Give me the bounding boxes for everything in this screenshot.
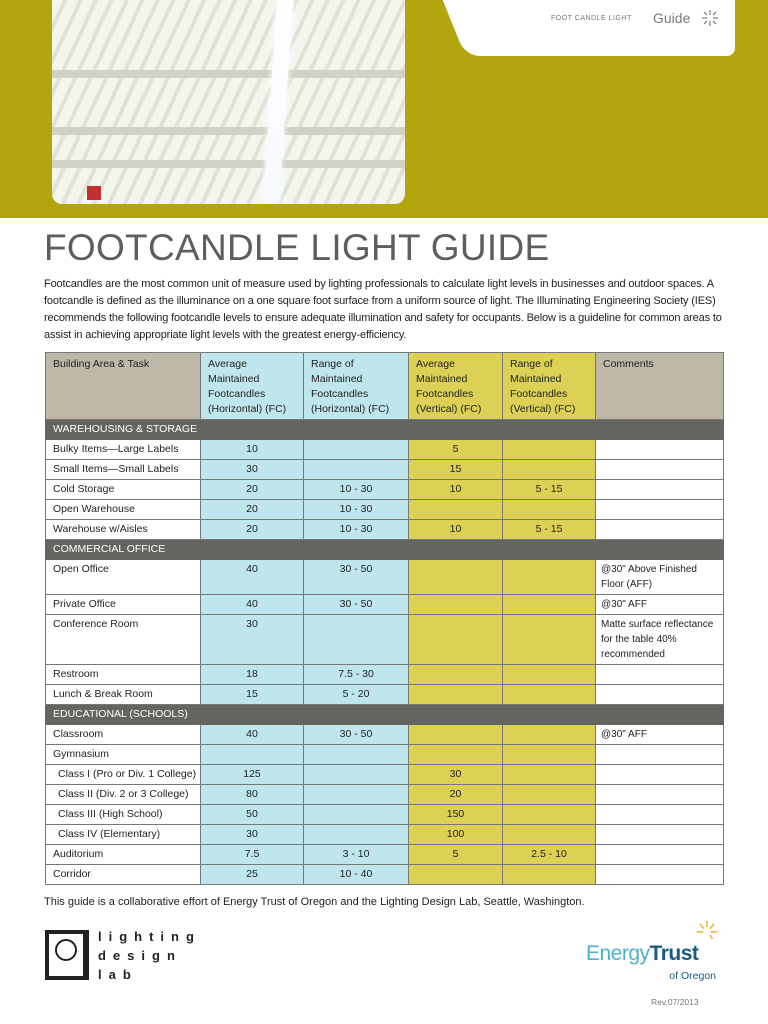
cell-avg-horizontal: 50 [201,805,304,825]
cell-area: Open Office [46,560,201,595]
energy-trust-logo [586,920,726,986]
cell-range-vertical: 5 - 15 [503,480,596,500]
cell-avg-vertical [409,560,503,595]
table-row [46,685,724,705]
section-label: WAREHOUSING & STORAGE [46,420,724,440]
cell-range-horizontal [304,785,409,805]
cell-comments: @30" AFF [596,725,724,745]
table-row [46,500,724,520]
cell-range-vertical [503,725,596,745]
cell-avg-vertical: 10 [409,480,503,500]
cell-comments [596,500,724,520]
cell-range-vertical [503,745,596,765]
cell-range-horizontal [304,825,409,845]
cell-range-horizontal: 10 - 30 [304,500,409,520]
cell-avg-vertical [409,745,503,765]
cell-range-vertical [503,805,596,825]
cell-avg-horizontal: 20 [201,520,304,540]
cell-comments [596,685,724,705]
cell-range-horizontal: 30 - 50 [304,595,409,615]
cell-avg-horizontal: 80 [201,785,304,805]
cell-range-vertical [503,865,596,885]
et-energy: Energy [586,942,650,965]
col-header-avg-vertical: Average Maintained Footcandles (Vertical) (FC) [409,353,503,420]
cell-avg-horizontal: 30 [201,825,304,845]
cell-range-horizontal: 5 - 20 [304,685,409,705]
cell-comments: @30" AFF [596,595,724,615]
cell-area: Conference Room [46,615,201,665]
table-row [46,560,724,595]
cell-area: Gymnasium [46,745,201,765]
table-row [46,745,724,765]
et-of-oregon: of Oregon [669,970,716,982]
revision-label: Rev.07/2013 [651,997,699,1007]
table-row [46,595,724,615]
cell-range-vertical [503,665,596,685]
sun-burst-icon [692,920,722,942]
cell-comments [596,805,724,825]
table-row [46,440,724,460]
cell-area: Open Warehouse [46,500,201,520]
cell-area: Warehouse w/Aisles [46,520,201,540]
et-trust: Trust [649,942,699,965]
table-row [46,665,724,685]
cell-area: Classroom [46,725,201,745]
ldl-word: lab [98,967,138,982]
cell-range-vertical [503,765,596,785]
intro-paragraph: Footcandles are the most common unit of measure used by lighting professionals to calculate light levels in businesses and outdoor spaces. A footcandle is defined as the illuminance on a one square foot surface from a uniform source of light. The Illuminating Engineering Society (IES) recommends the following footcandle levels to ensure adequate illumination and safety for occupants. Below is a guideline for common areas to assist in achieving appropriate light levels with the greatest energy-efficiency. [44,278,722,341]
cell-avg-vertical: 100 [409,825,503,845]
footcandle-table [45,352,724,885]
cell-avg-horizontal: 25 [201,865,304,885]
cell-avg-vertical: 15 [409,460,503,480]
cell-avg-vertical: 20 [409,785,503,805]
cell-avg-horizontal: 20 [201,500,304,520]
cell-avg-vertical: 30 [409,765,503,785]
cell-comments [596,825,724,845]
page-title: FOOTCANDLE LIGHT GUIDE [44,227,550,268]
cell-comments [596,865,724,885]
cell-area: Restroom [46,665,201,685]
table-row [46,805,724,825]
footer-logos [44,909,724,1024]
section-row [46,420,724,440]
col-header-range-vertical: Range of Maintained Footcandles (Vertical) (FC) [503,353,596,420]
cell-avg-vertical [409,665,503,685]
cell-range-vertical [503,595,596,615]
cell-avg-horizontal: 40 [201,725,304,745]
ldl-word: design [98,948,182,963]
table-row [46,865,724,885]
cell-comments [596,845,724,865]
table-row [46,615,724,665]
cell-avg-horizontal: 40 [201,595,304,615]
cell-range-vertical [503,460,596,480]
cell-range-vertical: 2.5 - 10 [503,845,596,865]
table-row [46,480,724,500]
cell-avg-vertical [409,685,503,705]
cell-avg-horizontal: 125 [201,765,304,785]
cell-area: Corridor [46,865,201,885]
cell-comments [596,460,724,480]
cell-avg-vertical: 150 [409,805,503,825]
cell-area: Bulky Items—Large Labels [46,440,201,460]
ldl-word: lighting [98,929,201,944]
cell-avg-vertical [409,500,503,520]
cell-avg-vertical [409,725,503,745]
header-guide-label: Guide [653,10,691,26]
cell-area: Auditorium [46,845,201,865]
cell-area: Private Office [46,595,201,615]
cell-avg-horizontal: 18 [201,665,304,685]
cell-avg-horizontal: 40 [201,560,304,595]
section-label: EDUCATIONAL (SCHOOLS) [46,705,724,725]
lighting-design-lab-logo [45,925,201,983]
cell-area: Class III (High School) [46,805,201,825]
cell-range-horizontal [304,805,409,825]
cell-comments [596,665,724,685]
cell-comments [596,480,724,500]
cell-range-horizontal: 10 - 30 [304,480,409,500]
cell-avg-horizontal: 30 [201,615,304,665]
table-row [46,520,724,540]
cell-range-horizontal: 30 - 50 [304,725,409,745]
col-header-range-horizontal: Range of Maintained Footcandles (Horizontal) (FC) [304,353,409,420]
table-row [46,785,724,805]
cell-range-horizontal [304,745,409,765]
cell-range-vertical [503,785,596,805]
cell-area: Cold Storage [46,480,201,500]
cell-range-horizontal [304,615,409,665]
cell-avg-vertical: 5 [409,440,503,460]
cell-range-vertical [503,500,596,520]
cell-avg-vertical: 5 [409,845,503,865]
cell-avg-vertical [409,865,503,885]
col-header-comments: Comments [596,353,724,420]
cell-comments [596,765,724,785]
cell-avg-horizontal: 15 [201,685,304,705]
cell-comments: @30" Above Finished Floor (AFF) [596,560,724,595]
cell-range-vertical [503,440,596,460]
section-row [46,705,724,725]
cell-comments [596,745,724,765]
main-content [44,0,724,1024]
cell-comments: Matte surface reflectance for the table 40% recommended [596,615,724,665]
cell-area: Lunch & Break Room [46,685,201,705]
cell-area: Small Items—Small Labels [46,460,201,480]
cell-range-horizontal: 3 - 10 [304,845,409,865]
cell-range-vertical [503,615,596,665]
cell-comments [596,440,724,460]
cell-range-vertical: 5 - 15 [503,520,596,540]
table-row [46,460,724,480]
section-label: COMMERCIAL OFFICE [46,540,724,560]
cell-range-horizontal: 10 - 40 [304,865,409,885]
cell-range-horizontal [304,765,409,785]
cell-range-vertical [503,685,596,705]
table-row [46,845,724,865]
footer-note: This guide is a collaborative effort of Energy Trust of Oregon and the Lighting Design Lab, Seattle, Washington. [44,896,585,908]
cell-range-horizontal [304,440,409,460]
cell-avg-vertical: 10 [409,520,503,540]
cell-avg-horizontal: 10 [201,440,304,460]
cell-avg-vertical [409,595,503,615]
cell-range-vertical [503,825,596,845]
section-row [46,540,724,560]
cell-area: Class IV (Elementary) [46,825,201,845]
col-header-avg-horizontal: Average Maintained Footcandles (Horizontal) (FC) [201,353,304,420]
cell-avg-vertical [409,615,503,665]
cell-avg-horizontal [201,745,304,765]
cell-avg-horizontal: 20 [201,480,304,500]
table-header-row [46,353,724,420]
cell-comments [596,785,724,805]
col-header-area: Building Area & Task [46,353,201,420]
cell-avg-horizontal: 7.5 [201,845,304,865]
lightbulb-icon [55,939,77,961]
header-subtitle: FOOT CANDLE LIGHT [551,15,632,22]
cell-area: Class II (Div. 2 or 3 College) [46,785,201,805]
cell-range-horizontal [304,460,409,480]
cell-range-horizontal: 30 - 50 [304,560,409,595]
table-row [46,765,724,785]
cell-range-vertical [503,560,596,595]
cell-avg-horizontal: 30 [201,460,304,480]
table-row [46,825,724,845]
table-row [46,725,724,745]
cell-range-horizontal: 10 - 30 [304,520,409,540]
cell-area: Class I (Pro or Div. 1 College) [46,765,201,785]
cell-comments [596,520,724,540]
cell-range-horizontal: 7.5 - 30 [304,665,409,685]
